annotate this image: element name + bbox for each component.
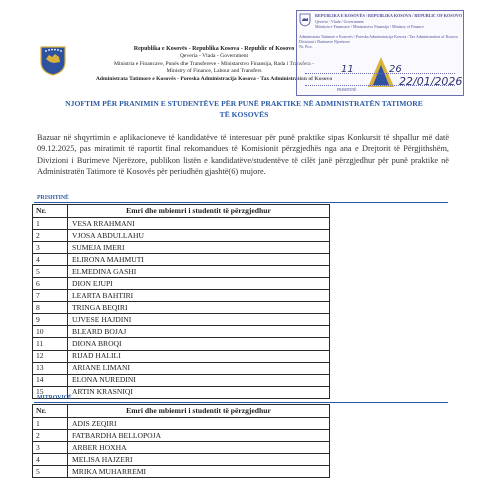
table-row bbox=[33, 442, 330, 454]
student-name: ARTIN KRASNIQI bbox=[68, 386, 330, 398]
table-row bbox=[33, 386, 330, 398]
student-name: DIONA BROQI bbox=[68, 338, 330, 350]
table-row bbox=[33, 302, 330, 314]
stamp-footer-city: PRISHTINË bbox=[337, 88, 357, 92]
student-name: FATBARDHA BELLOPOJA bbox=[68, 430, 330, 442]
stamp-handwritten-date: 22/01/2026 bbox=[399, 75, 463, 88]
table-header-row bbox=[33, 405, 330, 418]
students-table-mitrovice bbox=[32, 404, 330, 478]
student-name: ELIRONA MAHMUTI bbox=[68, 254, 330, 266]
stamp-line-ministry: Ministria e Financave / Ministarstvo Finansija / Ministry of Finance bbox=[315, 24, 424, 29]
kosovo-coat-of-arms-icon bbox=[40, 46, 66, 76]
table-row bbox=[33, 314, 330, 326]
section-divider bbox=[34, 202, 448, 203]
section-label-prishtine: PRISHTINË bbox=[37, 195, 69, 201]
row-number: 3 bbox=[33, 442, 68, 454]
student-name: ELONA NUREDINI bbox=[68, 374, 330, 386]
header-line-tax-admin: Administrata Tatimore e Kosovës - Poreska Administracija Kosova - Tax Administration of Kosovo bbox=[95, 75, 333, 82]
header-line-ministry-en: Ministry of Finance, Labour and Transfers bbox=[166, 68, 262, 75]
row-number: 2 bbox=[33, 430, 68, 442]
section-divider bbox=[34, 402, 448, 403]
row-number: 3 bbox=[33, 242, 68, 254]
student-name: MELISA HAJZERI bbox=[68, 454, 330, 466]
row-number: 10 bbox=[33, 326, 68, 338]
student-name: ELMEDINA GASHI bbox=[68, 266, 330, 278]
students-table-prishtine bbox=[32, 204, 330, 399]
row-number: 13 bbox=[33, 362, 68, 374]
stamp-emblem-icon bbox=[299, 13, 311, 27]
stamp-line-republic: REPUBLIKA E KOSOVËS / REPUBLIKA KOSOVA / REPUBLIC OF KOSOVO bbox=[315, 13, 463, 18]
column-header-nr: Nr. bbox=[33, 205, 68, 218]
header-line-government: Qeveria - Vlada - Government bbox=[179, 53, 249, 60]
stamp-line-government: Qeveria - Vlada / Government bbox=[315, 19, 364, 24]
stamp-line-tax-admin: Administrata Tatimore e Kosovës / Poreska Administracija Kosova / Tax Administration of Kosovo bbox=[299, 34, 459, 39]
column-header-name: Emri dhe mbiemri i studentit të përzgjedhur bbox=[68, 405, 330, 418]
table-row bbox=[33, 430, 330, 442]
column-header-name: Emri dhe mbiemri i studentit të përzgjedhur bbox=[68, 205, 330, 218]
student-name: BLEARD BOJAJ bbox=[68, 326, 330, 338]
table-row bbox=[33, 278, 330, 290]
table-row bbox=[33, 230, 330, 242]
table-row bbox=[33, 290, 330, 302]
row-number: 4 bbox=[33, 454, 68, 466]
student-name: MRIKA MUHARREMI bbox=[68, 466, 330, 478]
student-name: ARIANE LIMANI bbox=[68, 362, 330, 374]
table-row bbox=[33, 362, 330, 374]
table-row bbox=[33, 338, 330, 350]
column-header-nr: Nr. bbox=[33, 405, 68, 418]
row-number: 8 bbox=[33, 302, 68, 314]
student-name: RIJAD HALILI bbox=[68, 350, 330, 362]
table-row bbox=[33, 266, 330, 278]
table-row bbox=[33, 254, 330, 266]
row-number: 14 bbox=[33, 374, 68, 386]
page-title bbox=[40, 99, 448, 120]
title-line-1: NJOFTIM PËR PRANIMIN E STUDENTËVE PËR PUNË PRAKTIKE NË ADMINISTRATËN TATIMORE bbox=[65, 99, 423, 108]
table-row bbox=[33, 466, 330, 478]
table-row bbox=[33, 218, 330, 230]
row-number: 1 bbox=[33, 418, 68, 430]
row-number: 11 bbox=[33, 338, 68, 350]
table-row bbox=[33, 374, 330, 386]
row-number: 15 bbox=[33, 386, 68, 398]
student-name: TRINGA BEQIRI bbox=[68, 302, 330, 314]
student-name: ADIS ZEQIRI bbox=[68, 418, 330, 430]
section-label-mitrovice: MITROVICË bbox=[37, 395, 72, 401]
stamp-line-division: Divizioni i Burimeve Njerëzore bbox=[299, 39, 350, 44]
header-line-ministry: Ministria e Financave, Punës dhe Transfereve - Ministarstvo Finansija, Rada i Transfera - bbox=[113, 60, 315, 67]
table-row bbox=[33, 418, 330, 430]
student-name: ARBER HOXHA bbox=[68, 442, 330, 454]
row-number: 2 bbox=[33, 230, 68, 242]
student-name: VJOSA ABDULLAHU bbox=[68, 230, 330, 242]
title-line-2: TË KOSOVËS bbox=[219, 109, 269, 119]
stamp-handwritten-number: 11 bbox=[341, 64, 354, 75]
student-name: SUMEJA IMERI bbox=[68, 242, 330, 254]
row-number: 5 bbox=[33, 266, 68, 278]
student-name: DION EJUPI bbox=[68, 278, 330, 290]
table-header-row bbox=[33, 205, 330, 218]
registration-stamp bbox=[296, 10, 464, 96]
row-number: 1 bbox=[33, 218, 68, 230]
student-name: LEARTA BAHTIRI bbox=[68, 290, 330, 302]
student-name: VESA RRAHMANI bbox=[68, 218, 330, 230]
stamp-handwritten-number-2: 26 bbox=[389, 64, 402, 75]
table-row bbox=[33, 242, 330, 254]
stamp-dotted-line bbox=[305, 73, 455, 74]
row-number: 12 bbox=[33, 350, 68, 362]
stamp-line-protocol: Nr. Prot. bbox=[299, 44, 313, 49]
row-number: 5 bbox=[33, 466, 68, 478]
intro-paragraph: Bazuar në shqyrtimin e aplikacioneve të kandidatëve të interesuar për punë praktike sipas Konkursit të shpallur më datë 09.12.2025, pas miratimit të raportit final rekomandues të Komisionit përzgjedhës nga ana e Drejtorit të Përgjithshëm, Divizioni i Burimeve Njerëzore, publikon listën e kandidatëve/studentëve të cilët janë përzgjedhur për punë praktike në Administratën Tatimore të Kosovës për periudhën gjashtë(6) mujore. bbox=[37, 133, 449, 176]
row-number: 4 bbox=[33, 254, 68, 266]
row-number: 6 bbox=[33, 278, 68, 290]
row-number: 7 bbox=[33, 290, 68, 302]
header-line-republic: Republika e Kosovës - Republika Kosova - Republic of Kosovo bbox=[133, 46, 295, 52]
student-name: UJVESE HAJDINI bbox=[68, 314, 330, 326]
row-number: 9 bbox=[33, 314, 68, 326]
table-row bbox=[33, 350, 330, 362]
table-row bbox=[33, 454, 330, 466]
table-row bbox=[33, 326, 330, 338]
